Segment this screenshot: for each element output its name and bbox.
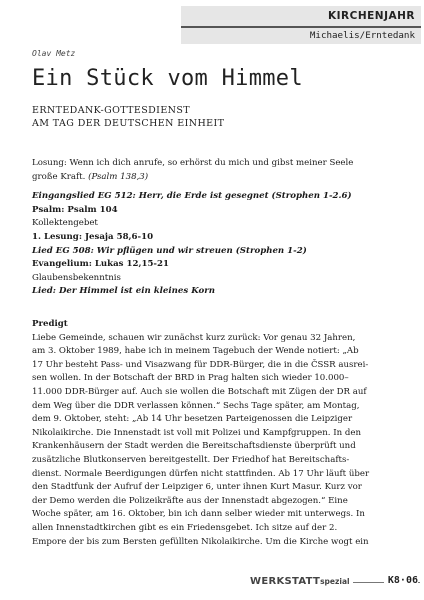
page-footer xyxy=(250,576,420,590)
sermon-line: den Stadtfunk der Aufruf der Leipziger 6, unter ihnen Kurt Masur. Kurz vor xyxy=(32,482,362,493)
footer-brand xyxy=(250,576,353,587)
sermon-line: 11.000 DDR-Bürger auf. Auch sie wollen die Botschaft mit Zügen der DR auf xyxy=(32,386,367,397)
sermon-line: am 3. Oktober 1989, habe ich in meinem Tagebuch der Wende notiert: „Ab xyxy=(32,346,359,357)
losung-line-2 xyxy=(32,171,402,185)
header-divider xyxy=(181,26,421,28)
liturgy-block xyxy=(32,157,402,299)
sermon-line: Nikolaikirche. Die Innenstadt ist voll mit Polizei und Kampfgruppen. In den xyxy=(32,427,362,438)
sermon-line: Woche später, am 16. Oktober, bin ich dann selber wieder mit unterwegs. In xyxy=(32,509,365,520)
lied-508: Lied EG 508: Wir pflügen und wir streuen (Strophen 1-2) xyxy=(32,245,307,256)
sermon-line: der Demo werden die Polizeikräfte aus der Innenstadt abgezogen.“ Eine xyxy=(32,495,348,506)
subtitle-line-1: ERNTEDANK-GOTTESDIENST xyxy=(32,105,191,116)
author-name: Olav Metz xyxy=(32,49,76,58)
brand-main: WERKSTATT xyxy=(250,576,321,587)
glaubensbekenntnis: Glaubensbekenntnis xyxy=(32,272,121,283)
sermon-line: sen wollen. In der Botschaft der BRD in Prag halten sich wieder 10.000– xyxy=(32,373,349,384)
lesung: 1. Lesung: Jesaja 58,6-10 xyxy=(32,231,154,242)
sermon-block xyxy=(32,318,402,549)
sermon-line: Empore der bis zum Bersten gefüllten Nikolaikirche. Um die Kirche wogt ein xyxy=(32,536,369,547)
sermon-line: dienst. Normale Beerdigungen dürfen nicht stattfinden. Ab 17 Uhr läuft über xyxy=(32,468,370,479)
header-subcategory: Michaelis/Erntedank xyxy=(309,30,415,41)
sermon-line: allen Innenstadtkirchen gibt es ein Friedensgebet. Ich sitze auf der 2. xyxy=(32,522,338,533)
brand-sub: spezial xyxy=(320,577,350,586)
page-number: K8·06 xyxy=(384,575,418,586)
lied-himmel: Lied: Der Himmel ist ein kleines Korn xyxy=(32,286,216,297)
losung-text: große Kraft. xyxy=(32,171,86,182)
sermon-line: 17 Uhr besteht Pass- und Visazwang für DDR-Bürger, die in die ČSSR ausrei- xyxy=(32,359,369,370)
subtitle-line-2: AM TAG DER DEUTSCHEN EINHEIT xyxy=(32,118,225,129)
sermon-line: Krankenhäusern der Stadt werden die Bereitschaftsdienste überprüft und xyxy=(32,441,356,452)
losung-line-1: Losung: Wenn ich dich anrufe, so erhörst du mich und gibst meiner Seele xyxy=(32,158,354,168)
sermon-heading: Predigt xyxy=(32,319,68,329)
kollektengebet: Kollektengebet xyxy=(32,218,98,229)
sermon-line: dem 9. Oktober, steht: „Ab 14 Uhr besetzen Parteigenossen die Leipziger xyxy=(32,414,353,425)
losung-reference: (Psalm 138,3) xyxy=(88,171,149,182)
page-title: Ein Stück vom Himmel xyxy=(32,66,303,91)
header-box xyxy=(181,6,421,44)
sermon-line: zusätzliche Blutkonserven bereitgestellt. Der Friedhof hat Bereitschafts- xyxy=(32,454,350,465)
header-category: KIRCHENJAHR xyxy=(328,10,415,22)
sermon-line: Liebe Gemeinde, schauen wir zunächst kurz zurück: Vor genau 32 Jahren, xyxy=(32,332,356,343)
psalm: Psalm: Psalm 104 xyxy=(32,204,118,215)
sermon-line: dem Weg über die DDR verlassen können.“ Sechs Tage später, am Montag, xyxy=(32,400,360,411)
page-subtitle xyxy=(32,104,224,130)
eingangslied: Eingangslied EG 512: Herr, die Erde ist gesegnet (Strophen 1-2.6) xyxy=(32,191,352,202)
evangelium: Evangelium: Lukas 12,15-21 xyxy=(32,259,169,270)
